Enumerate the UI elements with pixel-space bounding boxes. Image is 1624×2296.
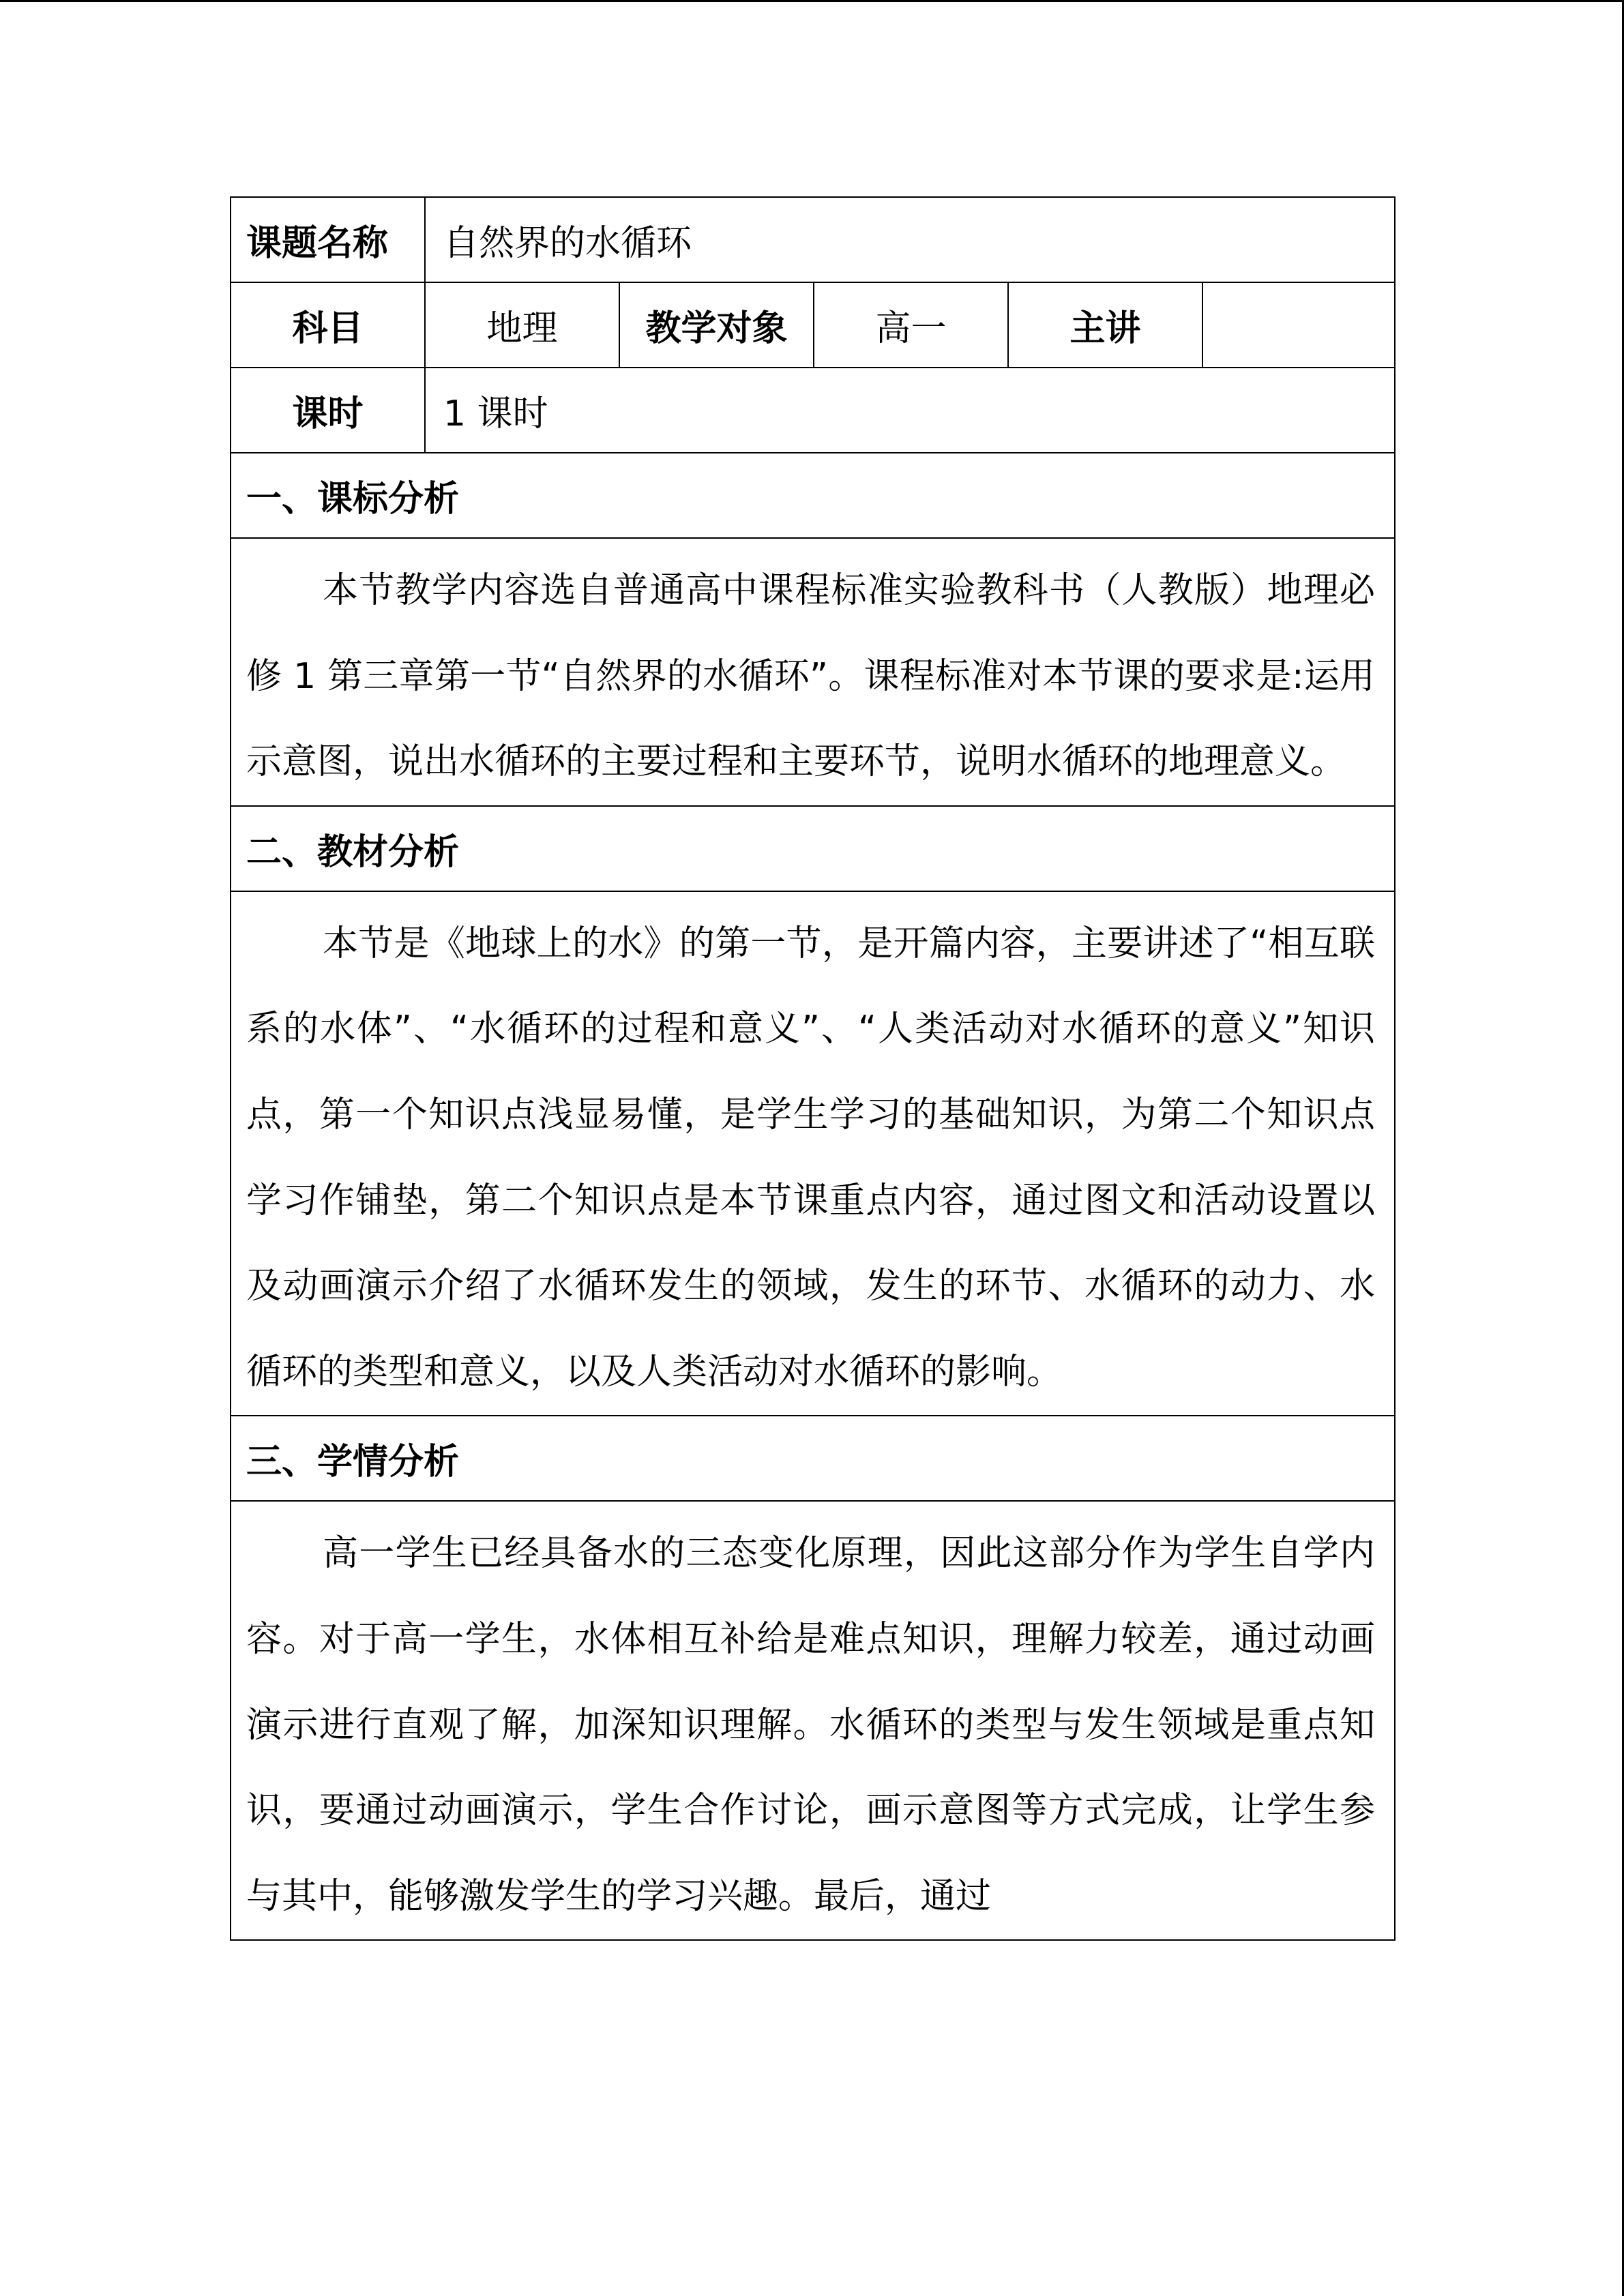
hours-value: 1 课时 bbox=[425, 368, 1395, 453]
title-row bbox=[231, 197, 1395, 282]
section-heading-row-students bbox=[231, 1416, 1395, 1501]
section-heading-standards: 一、课标分析 bbox=[231, 453, 1395, 538]
audience-value: 高一 bbox=[814, 282, 1008, 368]
section-heading-students: 三、学情分析 bbox=[231, 1416, 1395, 1501]
section-heading-row-standards bbox=[231, 453, 1395, 538]
subject-value: 地理 bbox=[425, 282, 619, 368]
lecturer-label: 主讲 bbox=[1008, 282, 1202, 368]
section-body-standards bbox=[231, 538, 1395, 806]
section-heading-row-textbook bbox=[231, 806, 1395, 891]
page-top-border bbox=[0, 0, 1624, 2]
section-paragraph-standards: 本节教学内容选自普通高中课程标准实验教科书（人教版）地理必修 1 第三章第一节“自然界的水循环”。课程标准对本节课的要求是:运用示意图，说出水循环的主要过程和主要环节，说明水循环的地理意义。 bbox=[246, 570, 1376, 783]
subject-label: 科目 bbox=[231, 282, 425, 368]
lesson-plan-table bbox=[230, 196, 1396, 1941]
section-heading-textbook: 二、教材分析 bbox=[231, 806, 1395, 891]
section-body-row-students bbox=[231, 1501, 1395, 1940]
hours-label: 课时 bbox=[231, 368, 425, 453]
hours-row bbox=[231, 368, 1395, 453]
section-body-row-textbook bbox=[231, 891, 1395, 1416]
section-paragraph-textbook: 本节是《地球上的水》的第一节，是开篇内容，主要讲述了“相互联系的水体”、“水循环的过程和意义”、“人类活动对水循环的意义”知识点，第一个知识点浅显易懂，是学生学习的基础知识，为第二个知识点学习作铺垫，第二个知识点是本节课重点内容，通过图文和活动设置以及动画演示介绍了水循环发生的领域，发生的环节、水循环的动力、水循环的类型和意义，以及人类活动对水循环的影响。 bbox=[246, 923, 1376, 1392]
title-label: 课题名称 bbox=[231, 197, 425, 282]
section-body-students bbox=[231, 1501, 1395, 1940]
lecturer-value bbox=[1202, 282, 1395, 368]
info-row bbox=[231, 282, 1395, 368]
section-paragraph-students: 高一学生已经具备水的三态变化原理，因此这部分作为学生自学内容。对于高一学生，水体相互补给是难点知识，理解力较差，通过动画演示进行直观了解，加深知识理解。水循环的类型与发生领域是重点知识，要通过动画演示，学生合作讨论，画示意图等方式完成，让学生参与其中，能够激发学生的学习兴趣。最后，通过 bbox=[246, 1533, 1376, 1917]
section-body-textbook bbox=[231, 891, 1395, 1416]
section-body-row-standards bbox=[231, 538, 1395, 806]
title-value: 自然界的水循环 bbox=[425, 197, 1395, 282]
audience-label: 教学对象 bbox=[619, 282, 814, 368]
